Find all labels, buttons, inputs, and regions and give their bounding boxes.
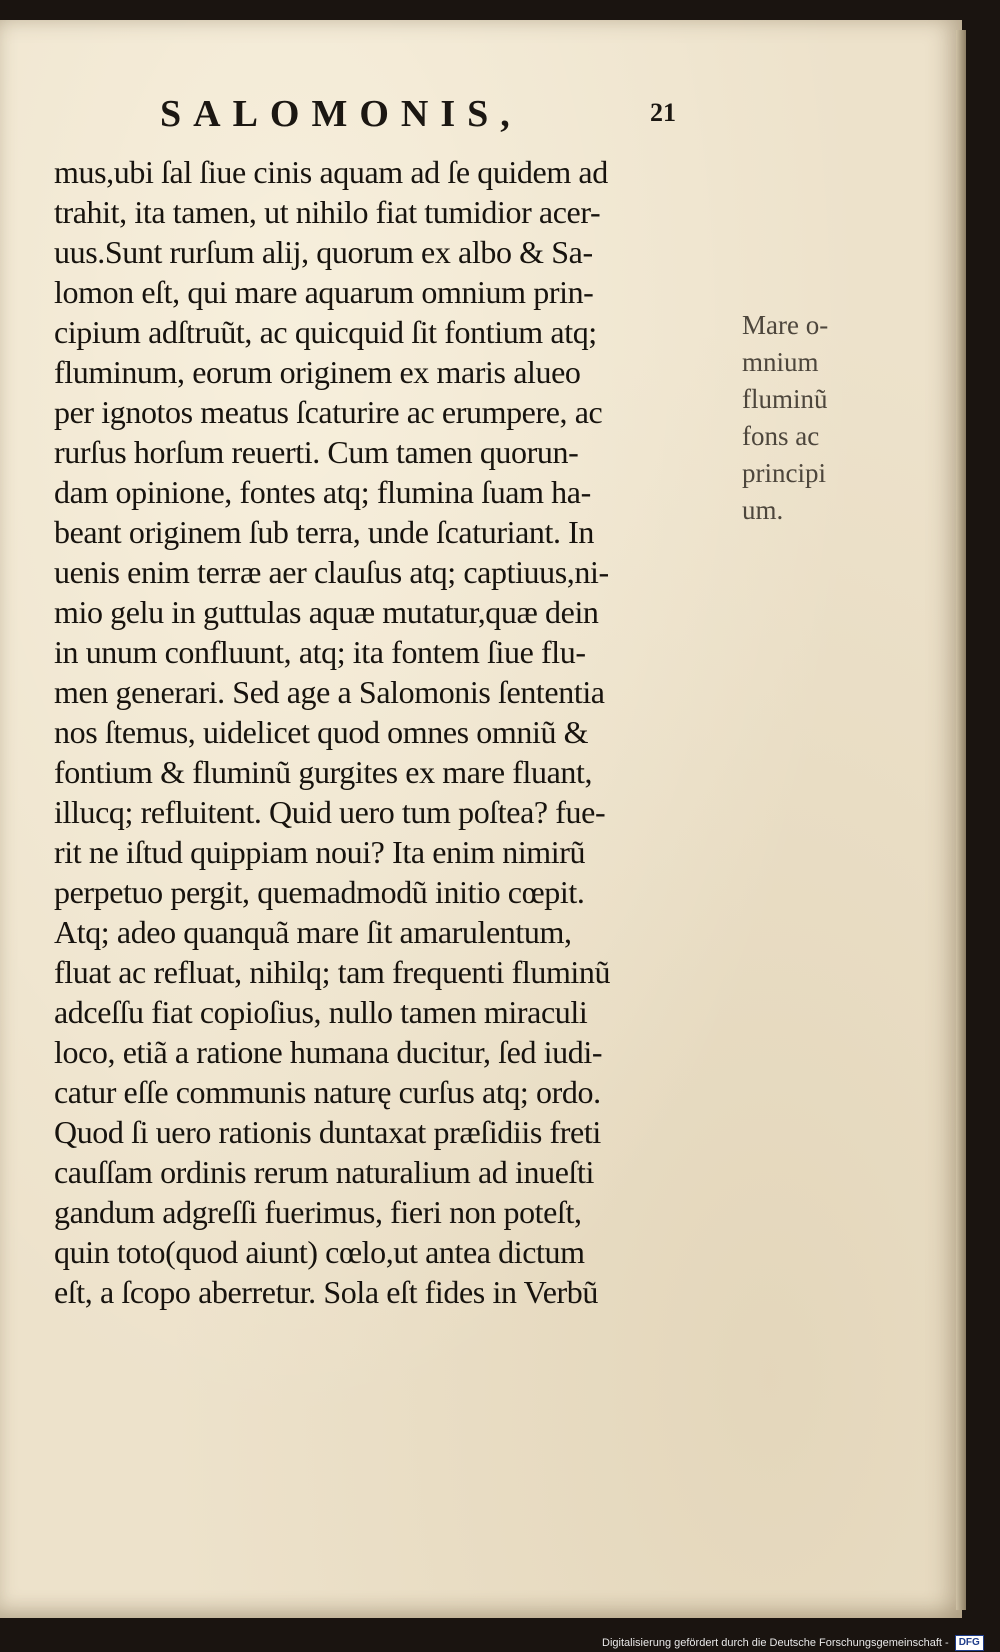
text-line: fontium & fluminũ gurgites ex mare fluant, xyxy=(54,754,593,790)
marginal-note-line: Mare o- xyxy=(742,310,829,340)
funding-credit-text: Digitalisierung gefördert durch die Deutsche Forschungsgemeinschaft - xyxy=(602,1637,949,1649)
marginal-note-line: fons ac xyxy=(742,421,820,451)
text-line: trahit, ita tamen, ut nihilo fiat tumidior acer- xyxy=(54,194,601,230)
marginal-note xyxy=(742,307,872,529)
marginal-note-line: principi xyxy=(742,458,826,488)
text-line: Atq; adeo quanquã mare ſit amarulentum, xyxy=(54,914,572,950)
main-text-block xyxy=(54,152,744,1312)
text-line: dam opinione, fontes atq; flumina ſuam ha- xyxy=(54,474,591,510)
text-line: fluminum, eorum originem ex maris alueo xyxy=(54,354,581,390)
text-line: lomon eſt, qui mare aquarum omnium prin- xyxy=(54,274,594,310)
book-page xyxy=(0,20,962,1618)
text-line: nos ſtemus, uidelicet quod omnes omniũ & xyxy=(54,714,589,750)
page-header xyxy=(160,80,700,140)
text-line: quin toto(quod aiunt) cœlo,ut antea dictum xyxy=(54,1234,585,1270)
text-line: cipium adſtruũt, ac quicquid ſit fontium atq; xyxy=(54,314,597,350)
running-title: SALOMONIS, xyxy=(160,93,522,135)
text-line: mus,ubi ſal ſiue cinis aquam ad ſe quidem ad xyxy=(54,154,608,190)
text-line: uus.Sunt rurſum alij, quorum ex albo & Sa- xyxy=(54,234,593,270)
text-line: loco, etiã a ratione humana ducitur, ſed iudi- xyxy=(54,1034,603,1070)
text-line: fluat ac refluat, nihilq; tam frequenti fluminũ xyxy=(54,954,611,990)
text-line: uenis enim terræ aer clauſus atq; captiuus,ni- xyxy=(54,554,609,590)
digitization-credit xyxy=(602,1634,1000,1652)
page-edge-shadow xyxy=(956,30,966,1610)
folio-number: 21 xyxy=(650,98,676,127)
text-line: rurſus horſum reuerti. Cum tamen quorun- xyxy=(54,434,579,470)
text-line: per ignotos meatus ſcaturire ac erumpere, ac xyxy=(54,394,603,430)
marginal-note-line: um. xyxy=(742,495,784,525)
text-line: eſt, a ſcopo aberretur. Sola eſt fides in Verbũ xyxy=(54,1274,598,1310)
text-line: mio gelu in guttulas aquæ mutatur,quæ dein xyxy=(54,594,599,630)
text-line: gandum adgreſſi fuerimus, fieri non poteſt, xyxy=(54,1194,582,1230)
text-line: catur eſſe communis naturę curſus atq; ordo. xyxy=(54,1074,601,1110)
text-line: illucq; refluitent. Quid uero tum poſtea? fue- xyxy=(54,794,606,830)
text-line: beant originem ſub terra, unde ſcaturiant. In xyxy=(54,514,595,550)
text-line: cauſſam ordinis rerum naturalium ad inueſti xyxy=(54,1154,594,1190)
text-line: adceſſu fiat copioſius, nullo tamen miraculi xyxy=(54,994,588,1030)
dfg-logo: DFG xyxy=(955,1635,984,1651)
marginal-note-line: mnium xyxy=(742,347,819,377)
text-line: perpetuo pergit, quemadmodũ initio cœpit. xyxy=(54,874,585,910)
marginal-note-line: fluminũ xyxy=(742,384,828,414)
text-line: rit ne iſtud quippiam noui? Ita enim nimirũ xyxy=(54,834,586,870)
text-line: Quod ſi uero rationis duntaxat præſidiis freti xyxy=(54,1114,601,1150)
text-line: in unum confluunt, atq; ita fontem ſiue flu- xyxy=(54,634,586,670)
text-line: men generari. Sed age a Salomonis ſententia xyxy=(54,674,605,710)
